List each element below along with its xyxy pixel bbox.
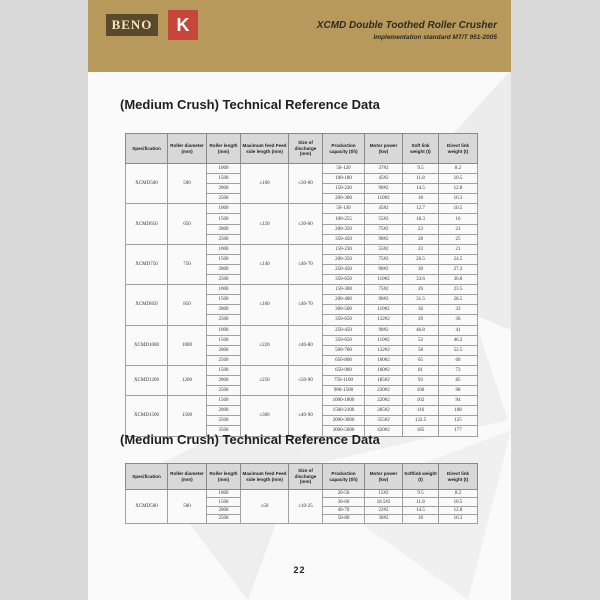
length-cell: 2500 <box>207 234 241 244</box>
capacity-cell: 900-1500 <box>323 386 365 396</box>
column-header: Softlink weight (t) <box>403 464 439 490</box>
table-row <box>126 204 478 214</box>
column-header: Size of discharge (mm) <box>289 464 323 490</box>
length-cell: 2500 <box>207 275 241 285</box>
column-header: Roller length (mm) <box>207 464 241 490</box>
soft-weight-cell: 9.5 <box>403 490 439 498</box>
direct-weight-cell: 12.8 <box>439 184 478 194</box>
spec-cell: XCMD500 <box>126 164 168 204</box>
soft-weight-cell: 23 <box>403 224 439 234</box>
spec-cell: XCMD1500 <box>126 396 168 436</box>
power-cell: 90#2 <box>365 264 403 274</box>
spec-cell: XCMD1000 <box>126 325 168 365</box>
capacity-cell: 20-50 <box>323 490 365 498</box>
power-cell: 90#2 <box>365 234 403 244</box>
power-cell: 132#2 <box>365 315 403 325</box>
soft-weight-cell: 65 <box>403 355 439 365</box>
direct-weight-cell: 33 <box>439 305 478 315</box>
diameter-cell: 1500 <box>168 396 207 436</box>
column-header: Soft link weight (t) <box>403 134 439 164</box>
capacity-cell: 30-60 <box>323 498 365 506</box>
power-cell: 75#2 <box>365 285 403 295</box>
soft-weight-cell: 33.6 <box>403 275 439 285</box>
length-cell: 1500 <box>207 498 241 506</box>
capacity-cell: 100-255 <box>323 214 365 224</box>
direct-weight-cell: 60 <box>439 355 478 365</box>
power-cell: 45#2 <box>365 204 403 214</box>
power-cell: 355#2 <box>365 416 403 426</box>
diameter-cell: 1000 <box>168 325 207 365</box>
direct-weight-cell: 21 <box>439 244 478 254</box>
table-row <box>126 396 478 406</box>
capacity-cell: 40-70 <box>323 506 365 514</box>
soft-weight-cell: 46.8 <box>403 325 439 335</box>
section-title-1: (Medium Crush) Technical Reference Data <box>120 97 380 112</box>
feed-cell: ≤160 <box>241 285 289 325</box>
power-cell: 160#2 <box>365 355 403 365</box>
length-cell: 2000 <box>207 506 241 514</box>
power-cell: 185#2 <box>365 375 403 385</box>
capacity-cell: 200-400 <box>323 295 365 305</box>
soft-weight-cell: 185 <box>403 426 439 436</box>
diameter-cell: 850 <box>168 285 207 325</box>
power-cell: 45#2 <box>365 174 403 184</box>
length-cell: 1000 <box>207 325 241 335</box>
column-header: Motor power (kw) <box>365 464 403 490</box>
soft-weight-cell: 132.5 <box>403 416 439 426</box>
spec-cell: XCMD650 <box>126 204 168 244</box>
column-header: Production capacity (t/h) <box>323 464 365 490</box>
soft-weight-cell: 14.5 <box>403 506 439 514</box>
power-cell: 75#2 <box>365 254 403 264</box>
direct-weight-cell: 94 <box>439 396 478 406</box>
capacity-cell: 650-800 <box>323 355 365 365</box>
column-header: Direct link weight (t) <box>439 134 478 164</box>
capacity-cell: 150-300 <box>323 285 365 295</box>
feed-cell: ≤120 <box>241 204 289 244</box>
technical-data-table-1 <box>125 133 478 437</box>
length-cell: 2000 <box>207 345 241 355</box>
length-cell: 1000 <box>207 204 241 214</box>
direct-weight-cell: 8.2 <box>439 164 478 174</box>
direct-weight-cell: 8.2 <box>439 490 478 498</box>
soft-weight-cell: 52 <box>403 335 439 345</box>
spec-cell: XCMD1200 <box>126 365 168 395</box>
soft-weight-cell: 39 <box>403 315 439 325</box>
capacity-cell: 50-130 <box>323 204 365 214</box>
capacity-cell: 200-350 <box>323 254 365 264</box>
beno-logo: BENO <box>106 14 158 36</box>
capacity-cell: 350-650 <box>323 315 365 325</box>
column-header: Roller diameter (mm) <box>168 134 207 164</box>
length-cell: 2500 <box>207 194 241 204</box>
discharge-cell: ≤50-90 <box>289 365 323 395</box>
power-cell: 420#2 <box>365 426 403 436</box>
length-cell: 2000 <box>207 184 241 194</box>
capacity-cell: 50-80 <box>323 515 365 523</box>
soft-weight-cell: 18 <box>403 194 439 204</box>
discharge-cell: ≤10-25 <box>289 490 323 524</box>
direct-weight-cell: 125 <box>439 416 478 426</box>
direct-weight-cell: 85 <box>439 375 478 385</box>
feed-cell: ≤50 <box>241 490 289 524</box>
soft-weight-cell: 9.5 <box>403 164 439 174</box>
diameter-cell: 750 <box>168 244 207 284</box>
discharge-cell: ≤40-70 <box>289 244 323 284</box>
k-logo: K <box>168 10 198 40</box>
spec-cell: XCMD500 <box>126 490 168 524</box>
direct-weight-cell: 25 <box>439 234 478 244</box>
power-cell: 55#2 <box>365 244 403 254</box>
direct-weight-cell: 21 <box>439 224 478 234</box>
table-row <box>126 285 478 295</box>
length-cell: 1500 <box>207 214 241 224</box>
column-header: Production capacity (t/h) <box>323 134 365 164</box>
power-cell: 110#2 <box>365 305 403 315</box>
table-row <box>126 164 478 174</box>
length-cell: 1500 <box>207 254 241 264</box>
capacity-cell: 300-500 <box>323 305 365 315</box>
length-cell: 1000 <box>207 490 241 498</box>
soft-weight-cell: 116 <box>403 406 439 416</box>
direct-weight-cell: 36 <box>439 315 478 325</box>
power-cell: 15#2 <box>365 490 403 498</box>
soft-weight-cell: 14.5 <box>403 184 439 194</box>
table-row <box>126 490 478 498</box>
soft-weight-cell: 11.8 <box>403 498 439 506</box>
soft-weight-cell: 18 <box>403 515 439 523</box>
feed-cell: ≤250 <box>241 365 289 395</box>
length-cell: 2000 <box>207 406 241 416</box>
header-subtitle: Implementation standard MT/T 951-2005 <box>373 34 497 41</box>
power-cell: 30#2 <box>365 515 403 523</box>
soft-weight-cell: 23 <box>403 244 439 254</box>
soft-weight-cell: 26.5 <box>403 254 439 264</box>
table-row <box>126 325 478 335</box>
capacity-cell: 350-650 <box>323 275 365 285</box>
direct-weight-cell: 10.5 <box>439 174 478 184</box>
direct-weight-cell: 177 <box>439 426 478 436</box>
length-cell: 2000 <box>207 224 241 234</box>
power-cell: 90#2 <box>365 325 403 335</box>
length-cell: 2000 <box>207 305 241 315</box>
length-cell: 2500 <box>207 416 241 426</box>
spec-cell: XCMD850 <box>126 285 168 325</box>
discharge-cell: ≤30-60 <box>289 204 323 244</box>
length-cell: 1500 <box>207 174 241 184</box>
column-header: Direct link weight (t) <box>439 464 478 490</box>
direct-weight-cell: 52.5 <box>439 345 478 355</box>
column-header: Motor power (kw) <box>365 134 403 164</box>
capacity-cell: 1000-1800 <box>323 396 365 406</box>
capacity-cell: 500-700 <box>323 345 365 355</box>
capacity-cell: 2000-3000 <box>323 416 365 426</box>
power-cell: 220#2 <box>365 386 403 396</box>
capacity-cell: 350-650 <box>323 335 365 345</box>
capacity-cell: 650-900 <box>323 365 365 375</box>
column-header: Specification <box>126 134 168 164</box>
soft-weight-cell: 58 <box>403 345 439 355</box>
direct-weight-cell: 27.2 <box>439 264 478 274</box>
power-cell: 18.5#2 <box>365 498 403 506</box>
power-cell: 90#2 <box>365 295 403 305</box>
column-header: Specification <box>126 464 168 490</box>
catalog-page <box>88 0 511 600</box>
length-cell: 1500 <box>207 335 241 345</box>
length-cell: 3500 <box>207 426 241 436</box>
capacity-cell: 3000-5000 <box>323 426 365 436</box>
soft-weight-cell: 28 <box>403 234 439 244</box>
direct-weight-cell: 10.5 <box>439 498 478 506</box>
spec-cell: XCMD750 <box>126 244 168 284</box>
direct-weight-cell: 108 <box>439 406 478 416</box>
direct-weight-cell: 12.8 <box>439 506 478 514</box>
capacity-cell: 750-1100 <box>323 375 365 385</box>
power-cell: 132#2 <box>365 345 403 355</box>
power-cell: 55#2 <box>365 214 403 224</box>
capacity-cell: 250-450 <box>323 325 365 335</box>
diameter-cell: 500 <box>168 490 207 524</box>
direct-weight-cell: 28.5 <box>439 295 478 305</box>
length-cell: 2500 <box>207 355 241 365</box>
length-cell: 1500 <box>207 365 241 375</box>
header-title: XCMD Double Toothed Roller Crusher <box>316 20 497 31</box>
column-header: Maximum feed Feed side length (mm) <box>241 464 289 490</box>
page-number: 22 <box>293 565 306 575</box>
length-cell: 1000 <box>207 285 241 295</box>
length-cell: 2500 <box>207 315 241 325</box>
length-cell: 1500 <box>207 295 241 305</box>
table-row <box>126 365 478 375</box>
power-cell: 22#2 <box>365 506 403 514</box>
direct-weight-cell: 73 <box>439 365 478 375</box>
capacity-cell: 200-350 <box>323 224 365 234</box>
capacity-cell: 50-120 <box>323 164 365 174</box>
discharge-cell: ≤30-60 <box>289 164 323 204</box>
soft-weight-cell: 26 <box>403 285 439 295</box>
length-cell: 2000 <box>207 375 241 385</box>
page-header <box>88 0 511 72</box>
power-cell: 90#2 <box>365 184 403 194</box>
capacity-cell: 1500-2100 <box>323 406 365 416</box>
feed-cell: ≤300 <box>241 396 289 436</box>
soft-weight-cell: 18.3 <box>403 214 439 224</box>
direct-weight-cell: 98 <box>439 386 478 396</box>
capacity-cell: 150-230 <box>323 244 365 254</box>
feed-cell: ≤220 <box>241 325 289 365</box>
direct-weight-cell: 30.8 <box>439 275 478 285</box>
capacity-cell: 200-300 <box>323 194 365 204</box>
direct-weight-cell: 46.2 <box>439 335 478 345</box>
table-header-row <box>126 464 478 490</box>
power-cell: 110#2 <box>365 275 403 285</box>
column-header: Size of discharge (mm) <box>289 134 323 164</box>
capacity-cell: 250-450 <box>323 264 365 274</box>
column-header: Roller length (mm) <box>207 134 241 164</box>
direct-weight-cell: 10.5 <box>439 204 478 214</box>
table-header-row <box>126 134 478 164</box>
diameter-cell: 1200 <box>168 365 207 395</box>
feed-cell: ≤140 <box>241 244 289 284</box>
soft-weight-cell: 12.7 <box>403 204 439 214</box>
power-cell: 75#2 <box>365 224 403 234</box>
length-cell: 2500 <box>207 386 241 396</box>
discharge-cell: ≤40-90 <box>289 396 323 436</box>
section-title-2: (Medium Crush) Technical Reference Data <box>120 432 380 447</box>
soft-weight-cell: 36 <box>403 305 439 315</box>
length-cell: 1000 <box>207 164 241 174</box>
soft-weight-cell: 81 <box>403 365 439 375</box>
discharge-cell: ≤40-70 <box>289 285 323 325</box>
direct-weight-cell: 41 <box>439 325 478 335</box>
length-cell: 2500 <box>207 515 241 523</box>
capacity-cell: 350-450 <box>323 234 365 244</box>
soft-weight-cell: 31.5 <box>403 295 439 305</box>
direct-weight-cell: 24.5 <box>439 254 478 264</box>
power-cell: 110#2 <box>365 194 403 204</box>
direct-weight-cell: 23.5 <box>439 285 478 295</box>
column-header: Roller diameter (mm) <box>168 464 207 490</box>
discharge-cell: ≤40-80 <box>289 325 323 365</box>
direct-weight-cell: 16.3 <box>439 515 478 523</box>
length-cell: 2000 <box>207 264 241 274</box>
table-row <box>126 244 478 254</box>
diameter-cell: 650 <box>168 204 207 244</box>
power-cell: 220#2 <box>365 396 403 406</box>
power-cell: 110#2 <box>365 335 403 345</box>
direct-weight-cell: 16.3 <box>439 194 478 204</box>
soft-weight-cell: 11.8 <box>403 174 439 184</box>
power-cell: 285#2 <box>365 406 403 416</box>
soft-weight-cell: 102 <box>403 396 439 406</box>
soft-weight-cell: 93 <box>403 375 439 385</box>
technical-data-table-2 <box>125 463 478 524</box>
length-cell: 1500 <box>207 396 241 406</box>
soft-weight-cell: 30 <box>403 264 439 274</box>
direct-weight-cell: 16 <box>439 214 478 224</box>
soft-weight-cell: 106 <box>403 386 439 396</box>
length-cell: 1000 <box>207 244 241 254</box>
column-header: Maximum feed Feed side length (mm) <box>241 134 289 164</box>
power-cell: 160#2 <box>365 365 403 375</box>
diameter-cell: 500 <box>168 164 207 204</box>
capacity-cell: 100-180 <box>323 174 365 184</box>
capacity-cell: 150-220 <box>323 184 365 194</box>
power-cell: 37#2 <box>365 164 403 174</box>
feed-cell: ≤100 <box>241 164 289 204</box>
